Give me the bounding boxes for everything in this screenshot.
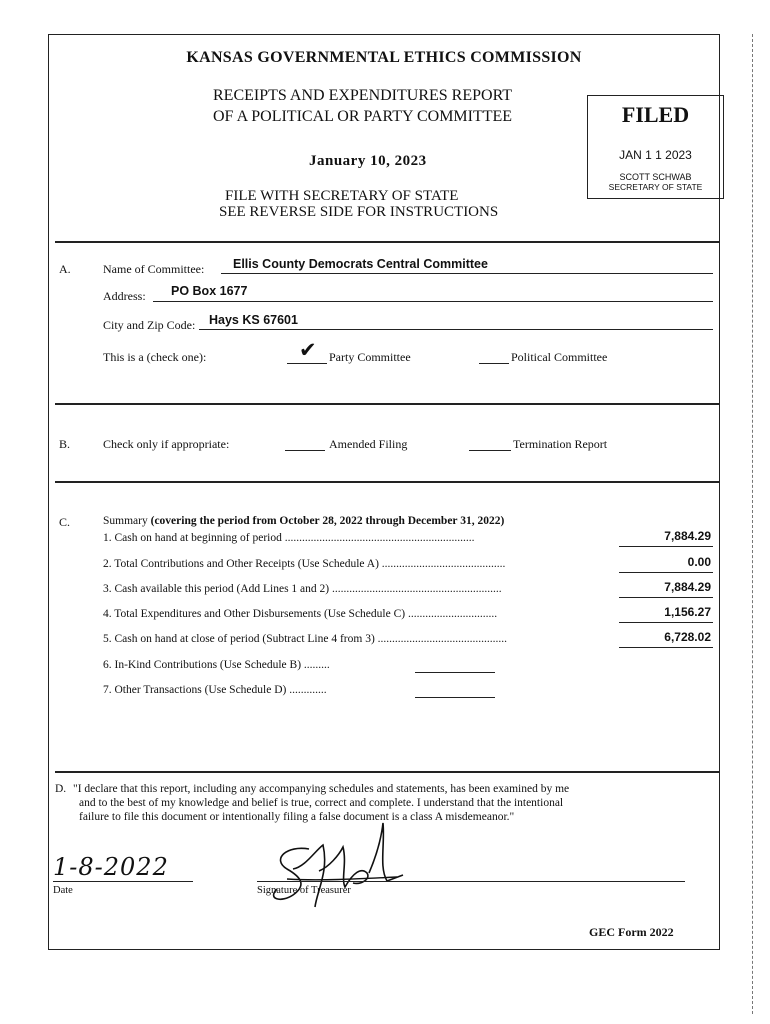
amount-line — [619, 647, 713, 648]
summary-line-amount: 6,728.02 — [664, 630, 711, 644]
summary-line-label: 5. Cash on hand at close of period (Subtract Line 4 from 3) ............................................. — [103, 633, 508, 645]
report-title-line1: RECEIPTS AND EXPENDITURES REPORT — [213, 87, 513, 104]
divider — [55, 771, 719, 773]
amount-line — [415, 672, 495, 673]
committee-name-label: Name of Committee: — [103, 262, 205, 276]
commission-title: KANSAS GOVERNMENTAL ETHICS COMMISSION — [186, 49, 582, 66]
city-zip-value: Hays KS 67601 — [209, 313, 298, 327]
check-mark-icon: ✔ — [299, 338, 317, 362]
check-if-appropriate-label: Check only if appropriate: — [103, 437, 230, 451]
committee-name-value: Ellis County Democrats Central Committee — [233, 257, 488, 271]
summary-line-amount: 7,884.29 — [664, 580, 711, 594]
page-edge-marks — [752, 34, 753, 1014]
filed-stamp — [587, 95, 724, 199]
party-committee-label: Party Committee — [329, 350, 411, 364]
summary-heading — [103, 515, 504, 527]
address-line — [153, 301, 713, 302]
political-committee-blank — [479, 363, 509, 364]
summary-line-label: 3. Cash available this period (Add Lines 1 and 2) ........................................................... — [103, 583, 502, 595]
declaration-line-1: "I declare that this report, including any accompanying schedules and statements, has been examined by me — [73, 783, 570, 795]
report-form — [48, 34, 720, 950]
summary-prefix: Summary — [103, 515, 151, 527]
summary-line-label: 6. In-Kind Contributions (Use Schedule B) ......... — [103, 659, 330, 671]
section-c-letter: C. — [59, 515, 71, 529]
amount-line — [619, 597, 713, 598]
amended-filing-blank — [285, 450, 325, 451]
signature-line — [257, 881, 685, 882]
address-value: PO Box 1677 — [171, 284, 248, 298]
amount-line — [619, 622, 713, 623]
section-a-letter: A. — [59, 262, 71, 276]
section-b-letter: B. — [59, 437, 71, 451]
summary-line-label: 4. Total Expenditures and Other Disbursements (Use Schedule C) ............................... — [103, 608, 498, 620]
date-label: Date — [53, 885, 73, 896]
address-label: Address: — [103, 289, 146, 303]
summary-line-amount: 1,156.27 — [664, 605, 711, 619]
committee-name-line — [221, 273, 713, 274]
amount-line — [415, 697, 495, 698]
handwritten-date: 1-8-2022 — [53, 853, 169, 881]
check-one-label: This is a (check one): — [103, 350, 207, 364]
amended-filing-label: Amended Filing — [329, 437, 408, 451]
city-zip-line — [199, 329, 713, 330]
termination-report-label: Termination Report — [513, 437, 608, 451]
report-title-line2: OF A POLITICAL OR PARTY COMMITTEE — [213, 108, 513, 125]
declaration-line-3: failure to file this document or intentionally filing a false document is a class A misdemeanor." — [79, 811, 515, 823]
summary-period: (covering the period from October 28, 2022 through December 31, 2022) — [150, 515, 505, 527]
stamp-name: SCOTT SCHWAB — [619, 172, 692, 182]
stamp-title: SECRETARY OF STATE — [608, 182, 703, 192]
report-date: January 10, 2023 — [309, 153, 427, 169]
amount-line — [619, 572, 713, 573]
form-id: GEC Form 2022 — [589, 925, 674, 939]
summary-line-label: 7. Other Transactions (Use Schedule D) ............. — [103, 684, 327, 696]
section-d-letter: D. — [55, 783, 67, 795]
divider — [55, 481, 719, 483]
divider — [55, 403, 719, 405]
stamp-date: JAN 1 1 2023 — [619, 148, 692, 162]
termination-report-blank — [469, 450, 511, 451]
date-line — [53, 881, 193, 882]
summary-line-amount: 0.00 — [687, 555, 711, 569]
party-committee-blank — [287, 363, 327, 364]
city-zip-label: City and Zip Code: — [103, 318, 196, 332]
amount-line — [619, 546, 713, 547]
signature-label: Signature of Treasurer — [257, 885, 351, 896]
see-reverse-instruction: SEE REVERSE SIDE FOR INSTRUCTIONS — [219, 204, 499, 220]
summary-line-amount: 7,884.29 — [664, 529, 711, 543]
treasurer-signature — [257, 811, 407, 915]
summary-line-label: 1. Cash on hand at beginning of period .................................................................. — [103, 532, 475, 544]
file-with-instruction: FILE WITH SECRETARY OF STATE — [225, 188, 459, 204]
stamp-filed: FILED — [621, 102, 690, 127]
declaration-line-2: and to the best of my knowledge and belief is true, correct and complete. I understand that the intentional — [79, 797, 564, 809]
divider — [55, 241, 719, 243]
summary-line-label: 2. Total Contributions and Other Receipts (Use Schedule A) ........................................... — [103, 558, 506, 570]
political-committee-label: Political Committee — [511, 350, 608, 364]
